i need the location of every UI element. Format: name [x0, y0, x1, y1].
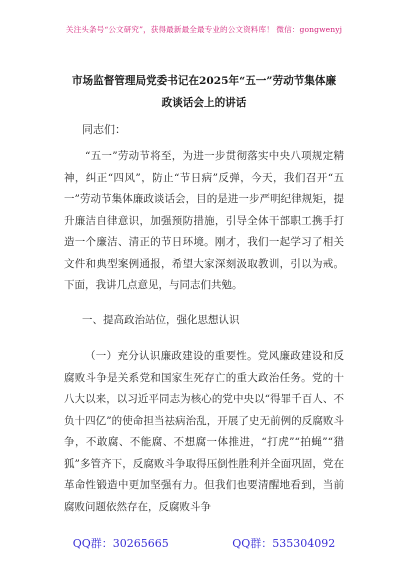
qq-group-1: QQ群：30265665: [72, 537, 169, 550]
salutation: 同志们：: [82, 123, 126, 136]
promo-banner: 关注头条号“公文研究”，获得最新最全最专业的公文资料库！ 微信：gongwenyj: [65, 25, 343, 34]
footer-contact: [0, 535, 408, 551]
qq-group-2: QQ群：535304092: [232, 537, 336, 550]
title-line-2: 政谈话会上的讲话: [161, 97, 247, 109]
document-title: [48, 70, 360, 114]
section-heading-1: 一、提高政治站位，强化思想认识: [82, 314, 240, 326]
paragraph-section-1-1: （一）充分认识廉政建设的重要性。党风廉政建设和反腐败斗争是关系党和国家生死存亡的重大政治任务。党的十八大以来，以习近平同志为核心的党中央以“得罪千百人、不负十四亿”的使命担当祛病治乱，开展了史无前例的反腐败斗争，不敢腐、不能腐、不想腐一体推进，“打虎”“拍蝇”“猎狐”多管齐下，反腐败斗争取得压倒性胜利并全面巩固，党在革命性锻造中更加坚强有力。但我们也要清醒地看到，当前腐败问题依然存在，反腐败斗争: [64, 350, 344, 513]
title-line-1: 市场监督管理局党委书记在2025年“五一”劳动节集体廉: [71, 75, 337, 87]
paragraph-intro: “五一”劳动节将至，为进一步贯彻落实中央八项规定精神，纠正“四风”，防止“节日病”反弹，今天，我们召开“五一”劳动节集体廉政谈话会，目的是进一步严明纪律规矩，提升廉洁自律意识，加强预防措施，引导全体干部职工携手打造一个廉洁、清正的节日环境。刚才，我们一起学习了相关文件和典型案例通报，希望大家深刻汲取教训，引以为戒。下面，我讲几点意见，与同志们共勉。: [64, 150, 344, 291]
